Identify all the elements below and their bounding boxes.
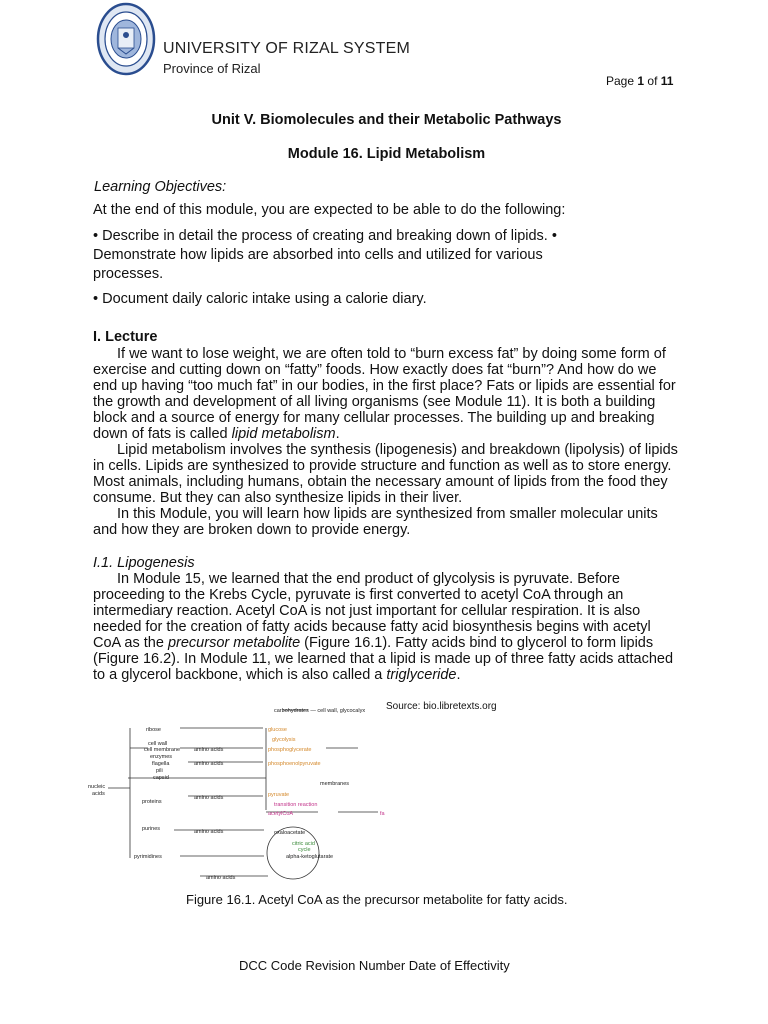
lipogenesis-title: I.1. Lipogenesis bbox=[93, 555, 195, 571]
objectives-intro: At the end of this module, you are expected to be able to do the following: bbox=[93, 202, 566, 218]
lecture-paragraph-3: In this Module, you will learn how lipids are synthesized from smaller molecular units and how they are broken down to provide energy. bbox=[93, 506, 658, 538]
objective-bullet-2: • Document daily caloric intake using a calorie diary. bbox=[93, 291, 427, 307]
province-name: Province of Rizal bbox=[163, 61, 261, 76]
module-title: Module 16. Lipid Metabolism bbox=[287, 146, 486, 162]
diagram-label-ribose: ribose bbox=[146, 727, 161, 733]
diagram-label-citric: citric acid bbox=[292, 841, 315, 847]
lecture-paragraph-2: Lipid metabolism involves the synthesis (lipogenesis) and breakdown (lipolysis) of lipids in cells. Lipids are synthesized to provide structure and function as well as to store energy. Most animals, including humans, obtain the necessary amount of lipids from the food they consume. But they can also synthesize lipids in their liver. bbox=[93, 442, 678, 506]
diagram-label-amino1: amino acids bbox=[194, 747, 224, 753]
diagram-label-cellmembrane: cell membrane bbox=[144, 747, 181, 753]
diagram-label-proteins: proteins bbox=[142, 799, 162, 805]
diagram-label-amino5: amino acids bbox=[206, 875, 236, 881]
diagram-label-flagella: flagella bbox=[152, 761, 170, 767]
university-name: UNIVERSITY OF RIZAL SYSTEM bbox=[163, 40, 411, 57]
learning-objectives-title: Learning Objectives: bbox=[94, 179, 227, 195]
diagram-label-acetylcoa: acetylCoA bbox=[268, 811, 294, 817]
diagram-label-nucleic: nucleic bbox=[88, 784, 106, 790]
diagram-label-pyruvate: pyruvate bbox=[268, 792, 290, 798]
diagram-label-acids: acids bbox=[92, 791, 105, 797]
document-footer: DCC Code Revision Number Date of Effectivity bbox=[239, 958, 510, 973]
diagram-label-cycle: cycle bbox=[298, 847, 311, 853]
metabolic-pathway-diagram bbox=[88, 700, 393, 882]
lecture-title: I. Lecture bbox=[93, 329, 158, 345]
unit-title: Unit V. Biomolecules and their Metabolic Pathways bbox=[211, 112, 562, 128]
diagram-label-capsid: capsid bbox=[153, 775, 169, 781]
diagram-label-oxaloacetate: oxaloacetate bbox=[274, 830, 306, 836]
diagram-label-fa: fa bbox=[380, 811, 385, 817]
lecture-paragraph-1: If we want to lose weight, we are often told to “burn excess fat” by doing some form of exercise and cutting down on “fatty” foods. How exactly does fat “burn”? And how do we end up having “too much fat” in our bodies, in the first place? Fats or lipids are essential for the growth and development of all living organisms (see Module 11). It is both a building block and a source of energy for many cellular processes. The building up and breaking down of fats is called lipid metabolism. bbox=[93, 346, 676, 442]
diagram-label-glucose: glucose bbox=[268, 727, 287, 733]
lipogenesis-paragraph: In Module 15, we learned that the end product of glycolysis is pyruvate. Before proceeding to the Krebs Cycle, pyruvate is first converted to acetyl CoA through an intermediary reaction. Acetyl CoA is not just important for cellular respiration. It is also needed for the creation of fatty acids because fatty acid biosynthesis begins with acetyl CoA as the precursor metabolite (Figure 16.1). Fatty acids bind to glycerol to form lipids (Figure 16.2). In Module 11, we learned that a lipid is made up of three fatty acids attached to a glycerol backbone, which is also called a triglyceride. bbox=[93, 571, 674, 683]
lipogenesis-body bbox=[93, 571, 678, 683]
diagram-label-enzymes: enzymes bbox=[150, 754, 173, 760]
diagram-label-pep: phosphoenolpyruvate bbox=[268, 761, 321, 767]
diagram-label-amino3: amino acids bbox=[194, 795, 224, 801]
diagram-label-akg: alpha-ketoglutarate bbox=[286, 854, 334, 860]
diagram-label-cellwall: cell wall bbox=[148, 741, 168, 747]
university-seal-icon bbox=[96, 2, 156, 76]
figure-caption: Figure 16.1. Acetyl CoA as the precursor metabolite for fatty acids. bbox=[186, 892, 568, 907]
page-number: Page 1 of 11 bbox=[606, 74, 674, 88]
diagram-label-amino2: amino acids bbox=[194, 761, 224, 767]
diagram-label-pili: pili bbox=[156, 768, 163, 774]
figure-source: Source: bio.libretexts.org bbox=[386, 701, 497, 712]
diagram-label-amino4: amino acids bbox=[194, 829, 224, 835]
diagram-label-glycolysis: glycolysis bbox=[272, 737, 296, 743]
objective-bullet-1: • Describe in detail the process of creating and breaking down of lipids. • Demonstrate how lipids are absorbed into cells and utilized for various processes. bbox=[93, 228, 557, 282]
diagram-label-transition: transition reaction bbox=[274, 802, 318, 808]
diagram-label-membranes: membranes bbox=[320, 781, 350, 787]
diagram-label-pyrimidines: pyrimidines bbox=[134, 854, 162, 860]
diagram-label-phosphoglycerate: phosphoglycerate bbox=[268, 747, 312, 753]
lecture-body bbox=[93, 346, 678, 538]
diagram-label-top: carbohydrates — cell wall, glycocalyx bbox=[274, 708, 366, 714]
diagram-label-purines: purines bbox=[142, 826, 161, 832]
